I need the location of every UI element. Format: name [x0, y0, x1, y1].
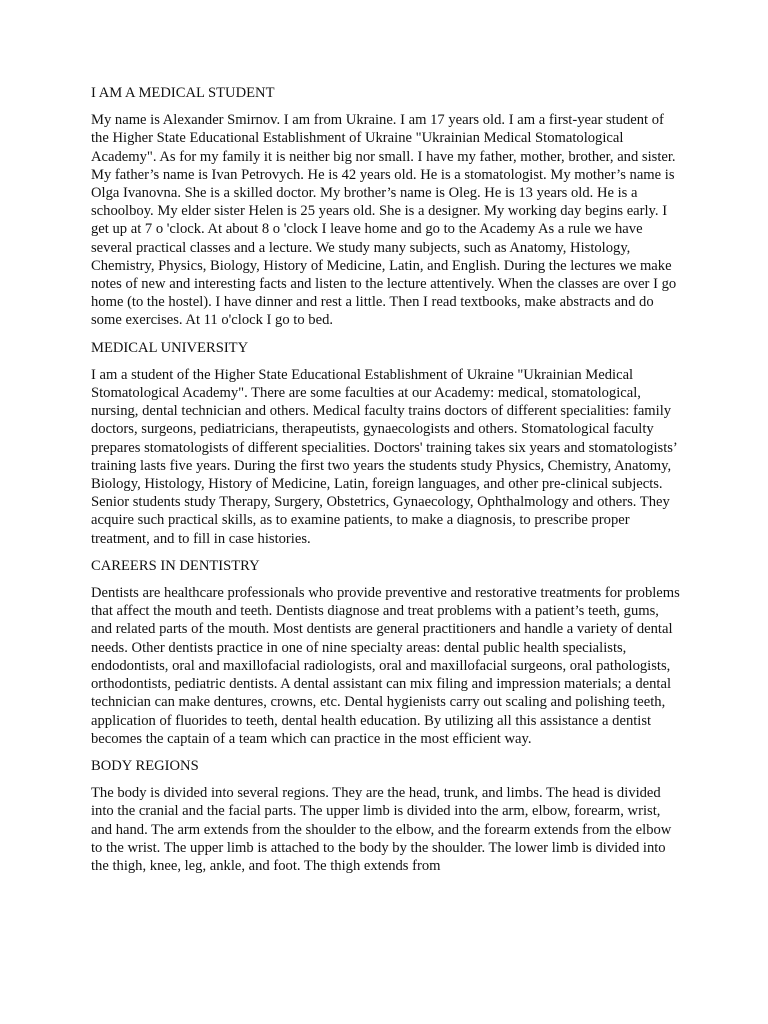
- section-body: My name is Alexander Smirnov. I am from Ukraine. I am 17 years old. I am a first-year student of the Higher State Educational Establishment of Ukraine "Ukrainian Medical Stomatological Academy". As for my family it is neither big nor small. I have my father, mother, brother, and sister. My father’s name is Ivan Petrovych. He is 42 years old. He is a stomatologist. My mother’s name is Olga Ivanovna. She is a skilled doctor. My brother’s name is Oleg. He is 13 years old. He is a schoolboy. My elder sister Helen is 25 years old. She is a designer. My working day begins early. I get up at 7 o 'clock. At about 8 o 'clock I leave home and go to the Academy As a rule we have several practical classes and a lecture. We study many subjects, such as Anatomy, Histology, Chemistry, Physics, Biology, History of Medicine, Latin, and English. During the lectures we make notes of new and interesting facts and listen to the lecture attentively. When the classes are over I go home (to the hostel). I have dinner and rest a little. Then I read textbooks, make abstracts and do some exercises. At 11 o'clock I go to bed.: [91, 112, 677, 329]
- document-page: [91, 84, 681, 884]
- section-heading: BODY REGIONS: [91, 757, 199, 774]
- section-body: I am a student of the Higher State Educational Establishment of Ukraine "Ukrainian Medical Stomatological Academy". There are some faculties at our Academy: medical, stomatological, nursing, dental technician and others. Medical faculty trains doctors of different specialities: family doctors, surgeons, pediatricians, therapeutists, gynaecologists and others. Stomatological faculty prepares stomatologists of different specialities. Doctors' training takes six years and stomatologists’ training lasts five years. During the first two years the students study Physics, Chemistry, Anatomy, Biology, Histology, History of Medicine, Latin, foreign languages, and other pre-clinical subjects. Senior students study Therapy, Surgery, Obstetrics, Gynaecology, Ophthalmology and others. They acquire such practical skills, as to examine patients, to make a diagnosis, to prescribe proper treatment, and to fill in case histories.: [91, 366, 677, 547]
- section-body-regions: [91, 757, 681, 875]
- section-heading: CAREERS IN DENTISTRY: [91, 557, 260, 574]
- section-careers-in-dentistry: [91, 557, 681, 748]
- section-body: Dentists are healthcare professionals who provide preventive and restorative treatments for problems that affect the mouth and teeth. Dentists diagnose and treat problems with a patient’s teeth, gums, and related parts of the mouth. Most dentists are general practitioners and handle a variety of dental needs. Other dentists practice in one of nine specialty areas: dental public health specialists, endodontists, oral and maxillofacial radiologists, oral and maxillofacial surgeons, oral pathologists, orthodontists, pediatric dentists. A dental assistant can mix filing and impression materials; a dental technician can make dentures, crowns, etc. Dental hygienists carry out scaling and polishing teeth, application of fluorides to teeth, dental health education. By utilizing all this assistance a dentist becomes the captain of a team which can practice in the most efficient way.: [91, 585, 680, 747]
- section-medical-student: [91, 84, 681, 330]
- section-heading: I AM A MEDICAL STUDENT: [91, 85, 275, 101]
- section-body: The body is divided into several regions. They are the head, trunk, and limbs. The head is divided into the cranial and the facial parts. The upper limb is divided into the arm, elbow, forearm, wrist, and hand. The arm extends from the shoulder to the elbow, and the forearm extends from the elbow to the wrist. The upper limb is attached to the body by the shoulder. The lower limb is divided into the thigh, knee, leg, ankle, and foot. The thigh extends from: [91, 785, 672, 874]
- section-medical-university: [91, 339, 681, 548]
- section-heading: MEDICAL UNIVERSITY: [91, 339, 249, 356]
